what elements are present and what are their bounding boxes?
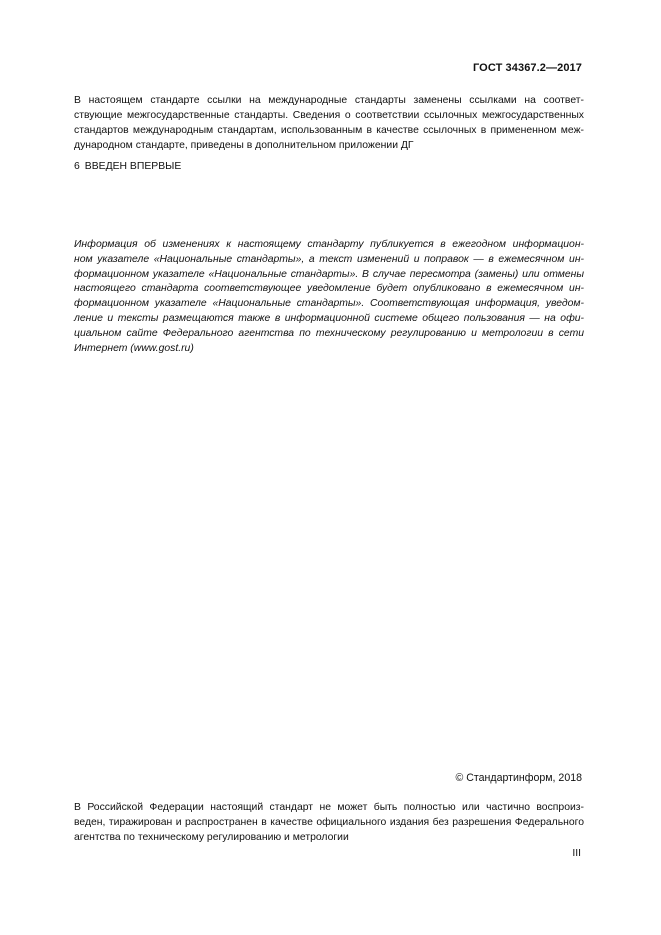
note-line: дународном стандарте, приведены в дополнительном приложении ДГ (74, 140, 414, 151)
copyright-notice: © Стандартинформ, 2018 (455, 772, 582, 784)
section-text: ВВЕДЕН ВПЕРВЫЕ (84, 161, 182, 172)
info-line: формационном указателе «Национальные стандарты». Соответствующая информация, уведом- (74, 298, 584, 310)
info-line: настоящего стандарта соответствующее уведомление будет опубликовано в ежемесячном ин- (74, 283, 584, 295)
section-number: 6 (74, 161, 80, 172)
info-line: Интернет (www.gost.ru) (74, 342, 194, 354)
info-line: ном указателе «Национальные стандарты», а текст изменений и поправок — в ежемесячном ин- (74, 253, 584, 265)
info-paragraph (74, 238, 584, 356)
rights-line: агентства по техническому регулированию и метрологии (74, 832, 349, 843)
note-line: ствующие межгосударственные стандарты. Сведения о соответствии ссылочных межгосударственных (74, 110, 584, 121)
note-line: В настоящем стандарте ссылки на международные стандарты заменены ссылками на соответ- (74, 95, 584, 106)
rights-line: веден, тиражирован и распространен в качестве официального издания без разрешения Федерального (74, 817, 584, 828)
info-line: ление и тексты размещаются также в информационной системе общего пользования — на офи- (74, 312, 584, 324)
note-paragraph (74, 93, 584, 153)
rights-paragraph (74, 800, 584, 845)
info-line: циальном сайте Федерального агентства по техническому регулированию и метрологии в сети (74, 327, 584, 339)
page-number: III (572, 848, 581, 859)
info-line: Информация об изменениях к настоящему стандарту публикуется в ежегодном информацион- (74, 239, 584, 250)
info-line: формационном указателе «Национальные стандарты». В случае пересмотра (замены) или отмены (74, 268, 584, 280)
note-line: стандартов международным стандартам, использованным в качестве ссылочных в примененном меж- (74, 125, 584, 136)
rights-line: В Российской Федерации настоящий стандарт не может быть полностью или частично воспроиз- (74, 802, 584, 813)
document-code: ГОСТ 34367.2—2017 (472, 62, 582, 74)
section-6-heading (74, 159, 186, 174)
